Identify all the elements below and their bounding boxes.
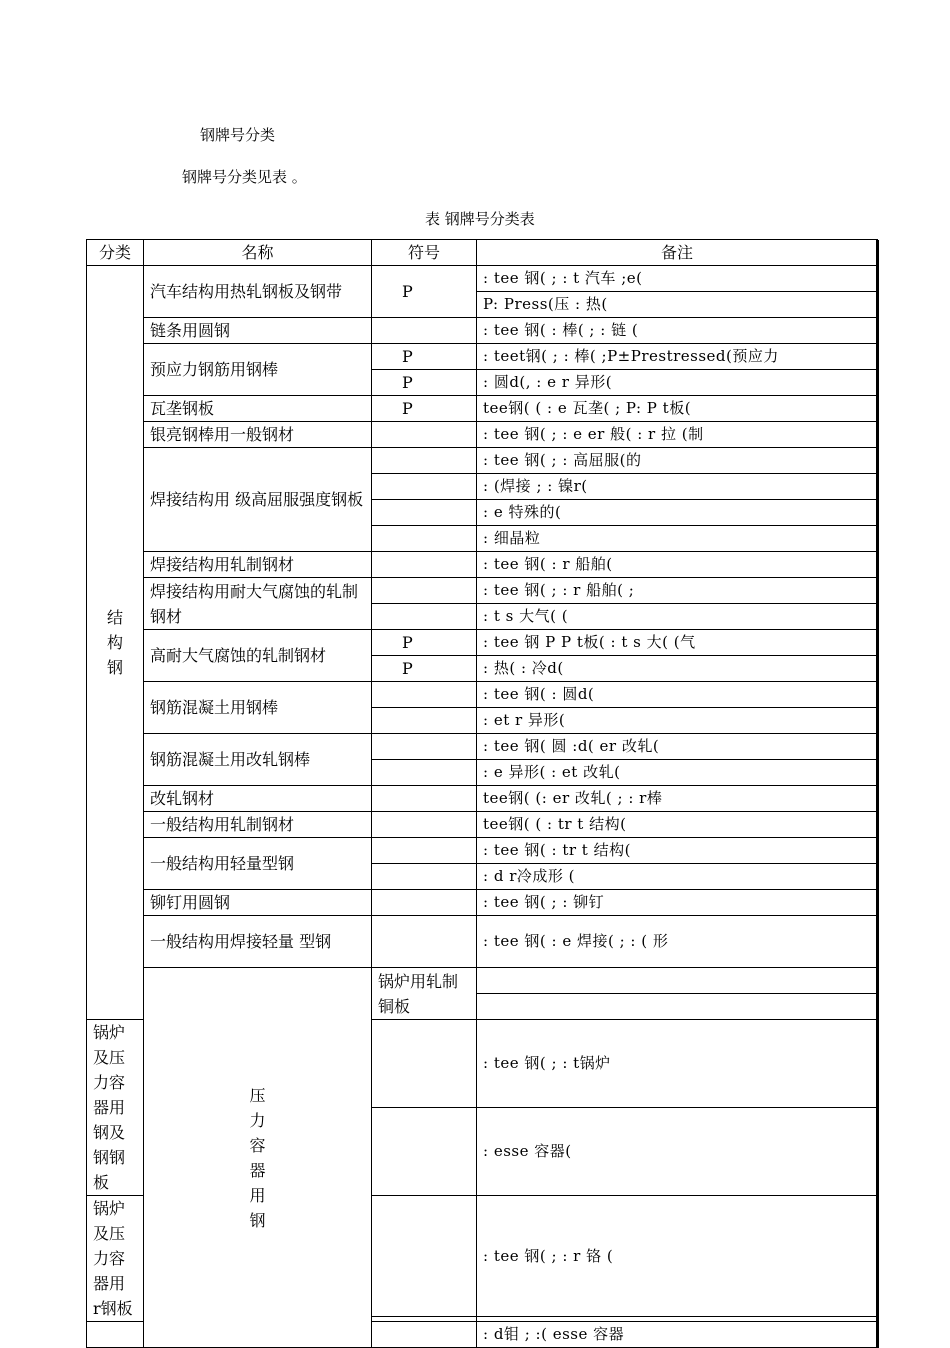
symbol-cell: [372, 1196, 477, 1317]
symbol-cell: [372, 604, 477, 630]
steel-name-cell: 改轧钢材: [144, 786, 372, 812]
note-cell: : et r 异形(: [477, 708, 878, 734]
steel-name-cell: 高耐大气腐蚀的轧制钢材: [144, 630, 372, 682]
intro-text: 钢牌号分类见表 。: [182, 168, 307, 186]
symbol-cell: [372, 760, 477, 786]
steel-name-cell: 锅炉用轧制铜板: [372, 968, 477, 1020]
steel-name-cell: 一般结构用焊接轻量 型钢: [144, 916, 372, 968]
symbol-cell: [372, 890, 477, 916]
symbol-cell: [372, 552, 477, 578]
table-row: [87, 396, 878, 422]
table-caption: 表 钢牌号分类表: [425, 210, 535, 228]
symbol-cell: P: [372, 344, 477, 370]
table-row: [87, 578, 878, 604]
header-note: 备注: [477, 240, 878, 266]
note-cell: P: Press(压 : 热(: [477, 292, 878, 318]
steel-name-cell: 一般结构用轧制钢材: [144, 812, 372, 838]
symbol-cell: P: [372, 656, 477, 682]
note-cell: tee钢( ( : e 瓦垄( ; P: P t板(: [477, 396, 878, 422]
symbol-cell: [372, 838, 477, 864]
symbol-cell: [372, 708, 477, 734]
steel-name-cell: 焊接结构用 级高屈服强度钢板: [144, 448, 372, 552]
note-cell: : tee 钢( ; : t 汽车 ;e(: [477, 266, 878, 292]
symbol-cell: [477, 968, 878, 994]
note-cell: : tee 钢( : r 船舶(: [477, 552, 878, 578]
note-cell: : tee 钢( : e 焊接( ; : ( 形: [477, 916, 878, 968]
steel-grade-table: [86, 239, 879, 1348]
note-cell: : tee 钢( ; : 铆钉: [477, 890, 878, 916]
table-body: [87, 266, 878, 1348]
note-cell: : e 异形( : et 改轧(: [477, 760, 878, 786]
section-heading: 钢牌号分类: [200, 126, 276, 144]
note-cell: : tee 钢( ; : t锅炉: [477, 1020, 878, 1108]
table-row: [87, 734, 878, 760]
steel-name-cell: 铆钉用圆钢: [144, 890, 372, 916]
steel-name-cell: 汽车结构用热轧钢板及钢带: [144, 266, 372, 318]
steel-name-cell: 焊接结构用耐大气腐蚀的轧制钢材: [144, 578, 372, 630]
note-cell: : 圆d(, : e r 异形(: [477, 370, 878, 396]
note-cell: tee钢( (: er 改轧( ; : r棒: [477, 786, 878, 812]
note-cell: : 热( : 冷d(: [477, 656, 878, 682]
symbol-cell: [372, 474, 477, 500]
table-row: [87, 448, 878, 474]
note-cell: : d r冷成形 (: [477, 864, 878, 890]
symbol-cell: [372, 864, 477, 890]
note-cell: : tee 钢( ; : e er 般( : r 拉 (制: [477, 422, 878, 448]
table-row: [87, 890, 878, 916]
table-row: [87, 786, 878, 812]
symbol-cell: [477, 994, 878, 1020]
symbol-cell: P: [372, 266, 477, 318]
symbol-cell: P: [372, 396, 477, 422]
table-row: [87, 266, 878, 292]
note-cell: : tee 钢( : tr t 结构(: [477, 838, 878, 864]
note-cell: : tee 钢( : 圆d(: [477, 682, 878, 708]
table-row: [87, 682, 878, 708]
note-cell: : tee 钢( : 棒( ; : 链 (: [477, 318, 878, 344]
note-cell: : tee 钢( ; : 高屈服(的: [477, 448, 878, 474]
symbol-cell: [372, 500, 477, 526]
header-category: 分类: [87, 240, 144, 266]
symbol-cell: P: [372, 370, 477, 396]
steel-name-cell: 银亮钢棒用一般钢材: [144, 422, 372, 448]
symbol-cell: [372, 578, 477, 604]
table-row: [87, 916, 878, 968]
symbol-cell: [372, 682, 477, 708]
symbol-cell: [372, 1108, 477, 1196]
symbol-cell: [372, 318, 477, 344]
symbol-cell: [372, 734, 477, 760]
note-cell: tee钢( ( : tr t 结构(: [477, 812, 878, 838]
category-label: 结构钢: [107, 608, 124, 677]
symbol-cell: [372, 448, 477, 474]
symbol-cell: [372, 812, 477, 838]
category-label: 压力容器用钢: [249, 1085, 266, 1230]
table-header-row: [87, 240, 878, 266]
header-symbol: 符号: [372, 240, 477, 266]
note-cell: : e 特殊的(: [477, 500, 878, 526]
steel-name-cell: 预应力钢筋用钢棒: [144, 344, 372, 396]
steel-name-cell: 钢筋混凝土用钢棒: [144, 682, 372, 734]
steel-name-cell: 瓦垄钢板: [144, 396, 372, 422]
steel-name-cell: 锅炉及压力容器用 钢及 钢钢板: [87, 1020, 144, 1196]
note-cell: : (焊接 ; : 镍r(: [477, 474, 878, 500]
symbol-cell: [372, 786, 477, 812]
note-cell: : esse 容器(: [477, 1108, 878, 1196]
steel-name-cell: 钢筋混凝土用改轧钢棒: [144, 734, 372, 786]
note-cell: : tee 钢( ; : r 铬 (: [477, 1196, 878, 1317]
symbol-cell: [372, 526, 477, 552]
header-name: 名称: [144, 240, 372, 266]
symbol-cell: [372, 916, 477, 968]
table-row: [87, 344, 878, 370]
note-cell: : tee 钢( ; : r 船舶( ;: [477, 578, 878, 604]
note-cell: : d钼 ; :( esse 容器: [477, 1322, 878, 1348]
steel-name-cell: 焊接结构用轧制钢材: [144, 552, 372, 578]
table-row: [87, 630, 878, 656]
note-cell: : tee 钢( 圆 :d( er 改轧(: [477, 734, 878, 760]
steel-name-cell: 链条用圆钢: [144, 318, 372, 344]
category-cell: [144, 968, 372, 1348]
steel-name-cell: 一般结构用轻量型钢: [144, 838, 372, 890]
symbol-cell: P: [372, 630, 477, 656]
symbol-cell: [372, 422, 477, 448]
table-row: [87, 422, 878, 448]
note-cell: : teet钢( ; : 棒( ;P±Prestressed(预应力: [477, 344, 878, 370]
category-cell: [87, 266, 144, 1020]
note-cell: : 细晶粒: [477, 526, 878, 552]
steel-name-cell: 锅炉及压力容器用 r钢板: [87, 1196, 144, 1322]
table-row: [87, 552, 878, 578]
table-row: [87, 318, 878, 344]
note-cell: : tee 钢 P P t板( : t s 大( (气: [477, 630, 878, 656]
table-row: [87, 812, 878, 838]
table-row: [87, 968, 878, 994]
table-row: [87, 838, 878, 864]
symbol-cell: [372, 1020, 477, 1108]
note-cell: : t s 大气( (: [477, 604, 878, 630]
